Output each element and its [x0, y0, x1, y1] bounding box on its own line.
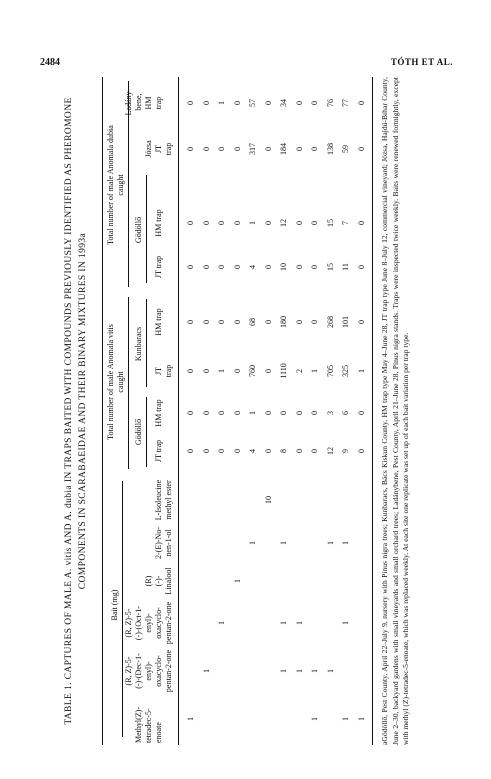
count-cell: 268 [325, 316, 335, 328]
count-cell: 0 [186, 101, 195, 105]
table-caption [62, 77, 90, 745]
count-cell: 0 [217, 320, 226, 324]
trap-jt-1: JT trap [154, 439, 163, 463]
bait-col-header-2: (R, Z)-5- (-)-(Dec-1- enyl)- oxacyclo- pentan-2-one [124, 649, 173, 693]
count-cell: 1 [310, 369, 319, 373]
count-cell: 0 [217, 147, 226, 151]
count-cell: 0 [263, 221, 273, 225]
trap-hm-1: HM trap [154, 399, 163, 427]
count-cell: 0 [232, 449, 242, 453]
count-cell: 0 [201, 369, 211, 373]
count-cell: 1 [217, 101, 226, 105]
count-cell: 0 [310, 411, 319, 415]
trap-hm-3: HM trap [154, 209, 163, 237]
count-cell: 0 [217, 265, 226, 269]
vitis-group-header [106, 297, 126, 467]
count-cell: 1 [356, 369, 366, 373]
count-cell: 0 [294, 411, 304, 415]
vitis-group-rule [128, 297, 129, 469]
bait-col-header-1: Methyl(Z)- tetradec-5- enoate [134, 707, 163, 743]
count-cell: 0 [232, 221, 242, 225]
count-cell: 57 [248, 99, 257, 107]
count-cell: 0 [310, 265, 319, 269]
table-bottom-rule [372, 77, 373, 745]
bait-cell: 1 [310, 717, 319, 721]
count-cell: 7 [341, 221, 350, 225]
count-cell: 705 [325, 365, 335, 377]
count-cell: 0 [201, 221, 211, 225]
count-cell: 3 [325, 411, 335, 415]
count-cell: 4 [248, 449, 257, 453]
trap-jt-3: JT trap [154, 255, 163, 279]
count-cell: 0 [294, 221, 304, 225]
count-cell: 0 [294, 449, 304, 453]
running-head: TÓTH ET AL. [390, 57, 453, 67]
count-cell: 15 [325, 219, 335, 227]
bait-cell: 10 [263, 496, 273, 504]
dubia-header-line-2: caught [116, 174, 125, 196]
count-cell: 1 [217, 369, 226, 373]
count-cell: 0 [232, 265, 242, 269]
count-cell: 0 [294, 320, 304, 324]
bait-cell: 1 [217, 621, 226, 625]
count-cell: 0 [263, 265, 273, 269]
count-cell: 0 [310, 147, 319, 151]
bait-cell: 1 [341, 621, 350, 625]
bait-col-header-3: (R, Z)-5- (-)-(Oct-1- enyl)- oxacyclo- pentan-2-one [124, 601, 173, 645]
count-cell: 6 [341, 411, 350, 415]
bait-group-rule [122, 481, 123, 737]
table-top-rule [102, 77, 103, 745]
bait-cell: 1 [201, 669, 211, 673]
count-cell: 11 [341, 263, 350, 271]
count-cell: 0 [294, 147, 304, 151]
bait-cell: 1 [341, 541, 350, 545]
count-cell: 12 [325, 447, 335, 455]
count-cell: 0 [217, 221, 226, 225]
trap-jt-2: JT trap [154, 364, 173, 378]
caption-line-1: TABLE 1. CAPTURES OF MALE A. vitis AND A. dubia IN TRAPS BAITED WITH COMPOUNDS PREVIOUSLY IDENTIFIED AS PHEROMONE [64, 97, 74, 725]
count-cell: 10 [279, 263, 288, 271]
godollo-rule [146, 397, 147, 467]
count-cell: 15 [325, 263, 335, 271]
count-cell: 0 [263, 449, 273, 453]
godollo-dubia-rule [146, 175, 147, 283]
count-cell: 0 [263, 101, 273, 105]
bait-cell: 1 [310, 669, 319, 673]
dubia-header-line-1: Total number of male Anomala dubia [106, 125, 115, 245]
rotated-table-region [62, 77, 465, 745]
count-cell: 8 [279, 449, 288, 453]
bait-cell: 1 [232, 579, 242, 583]
count-cell: 0 [186, 449, 195, 453]
count-cell: 0 [310, 101, 319, 105]
count-cell: 0 [201, 265, 211, 269]
bait-col-header-6: L-Isoleucine methyl ester [154, 479, 173, 521]
count-cell: 0 [232, 411, 242, 415]
count-cell: 0 [356, 320, 366, 324]
count-cell: 0 [186, 221, 195, 225]
count-cell: 4 [248, 265, 257, 269]
count-cell: 0 [217, 411, 226, 415]
count-cell: 0 [263, 147, 273, 151]
count-cell: 0 [232, 369, 242, 373]
table-footnote: aGödöllő, Pest County, April 22–July 9, nursery with Pinus nigra trees; Kunbaracs, Bács Kiskun County, HM trap type May 4–June 28, JT trap type June 8–July 12, commercial vineyard; Józsa, Hajdú-Bihar County, June 2–30, backyard gardens with small vineyards and small orchard trees; Ladánybene, Pest County, April 21–June 28, Pinus nigra stands. Traps were inspected twice weekly. Baits were renewed fortnightly, except with methyl (Z)-tetradec-5-enoate, which was replaced weekly. At each site one replicate was set up of each bait variation per trap type. [380, 77, 411, 745]
count-cell: 0 [356, 411, 366, 415]
count-cell: 325 [341, 365, 350, 377]
count-cell: 0 [232, 147, 242, 151]
count-cell: 0 [310, 320, 319, 324]
count-cell: 68 [248, 318, 257, 326]
count-cell: 0 [201, 101, 211, 105]
count-cell: 12 [279, 219, 288, 227]
kunbaracs-rule [146, 299, 147, 387]
count-cell: 59 [341, 145, 350, 153]
trap-hm-2: HM trap [154, 308, 163, 336]
bait-cell: 1 [186, 717, 195, 721]
count-cell: 34 [279, 99, 288, 107]
bait-col-header-4: (R) (-)- Linalool [144, 567, 173, 595]
count-cell: 184 [279, 143, 288, 155]
site-kunbaracs: Kunbaracs [134, 326, 143, 362]
bait-cell: 1 [294, 669, 304, 673]
count-cell: 0 [232, 320, 242, 324]
count-cell: 0 [294, 101, 304, 105]
count-cell: 1110 [279, 363, 288, 379]
count-cell: 0 [201, 147, 211, 151]
site-godollo-vitis: Gödöllő [134, 418, 143, 446]
bait-cell: 1 [325, 669, 335, 673]
count-cell: 180 [279, 316, 288, 328]
count-cell: 0 [186, 369, 195, 373]
count-cell: 0 [186, 320, 195, 324]
count-cell: 0 [201, 411, 211, 415]
count-cell: 760 [248, 365, 257, 377]
count-cell: 0 [201, 449, 211, 453]
count-cell: 0 [232, 101, 242, 105]
site-ladanybene: Ladány- bene, [124, 88, 143, 116]
count-cell: 138 [325, 143, 335, 155]
count-cell: 77 [341, 99, 350, 107]
count-cell: 1 [248, 411, 257, 415]
count-cell: 317 [248, 143, 257, 155]
page-number: 2484 [40, 57, 60, 68]
bait-group-header: Bait (mg) [110, 589, 119, 621]
count-cell: 0 [217, 449, 226, 453]
count-cell: 0 [263, 320, 273, 324]
bait-cell: 1 [356, 717, 366, 721]
bait-cell: 1 [248, 541, 257, 545]
count-cell: 0 [186, 411, 195, 415]
trap-jt-4: JT trap [154, 142, 173, 156]
count-cell: 101 [341, 316, 350, 328]
count-cell: 0 [310, 221, 319, 225]
bait-cell: 1 [294, 621, 304, 625]
trap-hm-4: HM trap [144, 96, 163, 110]
vitis-header-line-2: caught [116, 371, 125, 393]
count-cell: 0 [279, 411, 288, 415]
bait-cell: 1 [325, 541, 335, 545]
bait-cell: 1 [279, 669, 288, 673]
bait-cell: 1 [279, 541, 288, 545]
count-cell: 0 [310, 449, 319, 453]
count-cell: 0 [186, 147, 195, 151]
site-jozsa: Józsa [144, 140, 153, 158]
count-cell: 0 [294, 265, 304, 269]
count-cell: 1 [248, 221, 257, 225]
bait-cell: 1 [341, 717, 350, 721]
count-cell: 0 [356, 221, 366, 225]
vitis-header-line-1: Total number of male Anomala vitis [106, 324, 115, 440]
count-cell: 0 [356, 101, 366, 105]
count-cell: 76 [325, 99, 335, 107]
count-cell: 0 [201, 320, 211, 324]
count-cell: 2 [294, 369, 304, 373]
header-bottom-rule [178, 77, 179, 745]
count-cell: 0 [356, 265, 366, 269]
site-godollo-dubia: Gödöllő [134, 216, 143, 244]
count-cell: 9 [341, 449, 350, 453]
bait-col-header-5: 2-(E)-No- nen-1-ol [154, 527, 173, 559]
count-cell: 0 [186, 265, 195, 269]
count-cell: 0 [356, 147, 366, 151]
bait-cell: 1 [279, 621, 288, 625]
caption-line-2: COMPONENTS IN SCARABAEIDAE AND THEIR BINARY MIXTURES IN 1993a [78, 232, 88, 590]
count-cell: 0 [263, 411, 273, 415]
count-cell: 0 [263, 369, 273, 373]
count-cell: 0 [356, 449, 366, 453]
dubia-group-header [106, 85, 126, 285]
